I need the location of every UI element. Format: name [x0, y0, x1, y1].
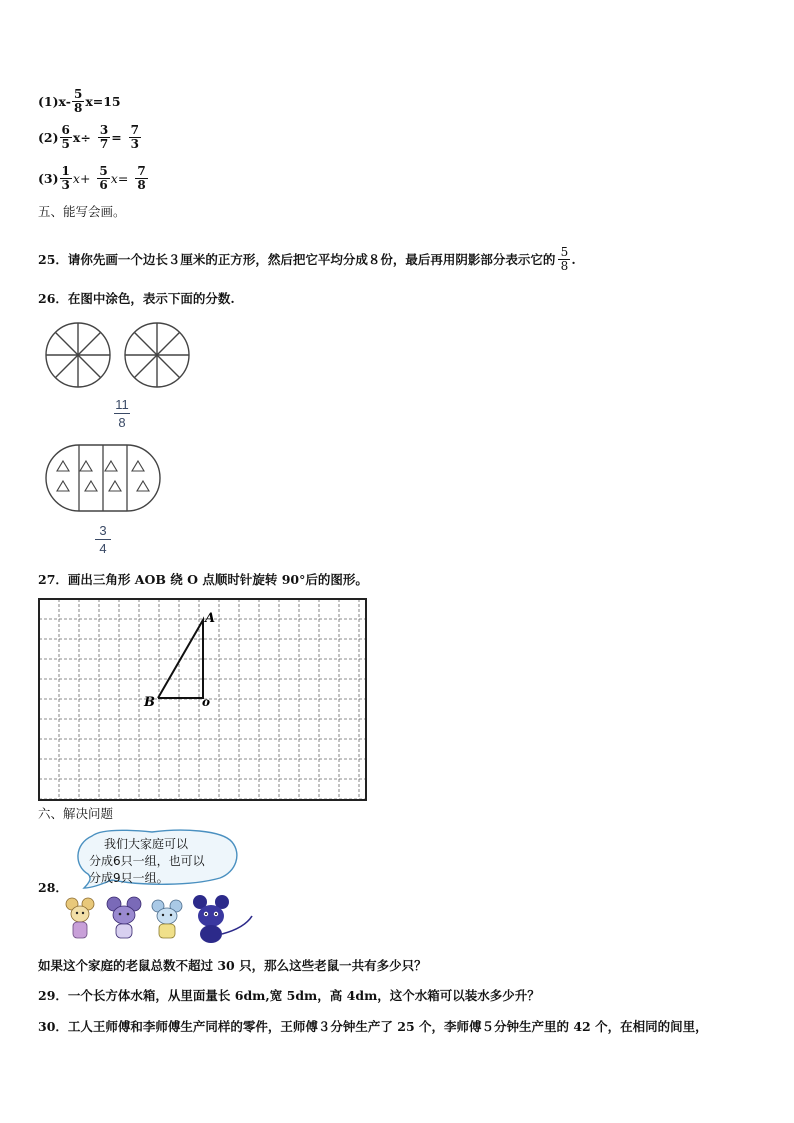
eq3-b-den: 6 — [99, 178, 108, 192]
circle-1 — [46, 323, 110, 387]
question-25 — [38, 246, 576, 273]
eq2-frac-b — [99, 124, 109, 151]
mice-illustration — [62, 894, 258, 946]
eq2-mid: x÷ — [72, 130, 91, 145]
mouse-icon — [152, 900, 182, 938]
eq3-b-num: 5 — [99, 164, 108, 178]
eq1-fraction — [73, 88, 83, 115]
frac1-num: 11 — [115, 397, 129, 412]
q25-fraction — [559, 246, 569, 273]
q25-den: 8 — [560, 259, 569, 273]
frac1-den: 8 — [118, 415, 126, 430]
eq3-x2: x= — [110, 171, 129, 186]
q25-end: . — [571, 251, 576, 267]
frac2-den: 4 — [99, 541, 107, 556]
mouse-icon — [66, 898, 94, 938]
eq2-b-num: 3 — [99, 123, 109, 137]
question-27: 27．画出三角形 AOB 绕 O 点顺时针旋转 90°后的图形。 — [38, 572, 368, 587]
eq1-num: 5 — [73, 87, 83, 101]
eq3-a-den: 3 — [61, 178, 70, 192]
eq2-prefix: (2) — [38, 130, 59, 145]
eq3-frac-a — [61, 165, 71, 192]
grid-figure — [38, 598, 369, 803]
circles-figure — [40, 322, 200, 388]
eq1-den: 8 — [73, 101, 83, 115]
eq2-frac-c — [130, 124, 140, 151]
question-28-number: 28． — [38, 880, 68, 895]
circle-2 — [125, 323, 189, 387]
eq3-c-num: 7 — [137, 164, 146, 178]
eq3-prefix: (3) — [38, 171, 59, 186]
eq2-c-den: 3 — [130, 137, 140, 151]
question-30: 30．工人王师傅和李师傅生产同样的零件，王师傅３分钟生产了 25 个，李师傅５分钟生产里的 42 个，在相同的间里， — [38, 1019, 708, 1034]
eq1-prefix: (1)x- — [38, 94, 71, 109]
equation-2 — [38, 124, 142, 151]
stadium-triangles-figure — [44, 443, 162, 513]
eq3-frac-c — [136, 165, 146, 192]
equation-1 — [38, 88, 121, 115]
question-26: 26．在图中涂色，表示下面的分数. — [38, 291, 235, 306]
eq3-a-num: 1 — [61, 164, 70, 178]
section-6-title: 六、解决问题 — [38, 806, 114, 821]
eq3-frac-b — [98, 165, 108, 192]
q25-num: 5 — [560, 245, 569, 259]
mouse-icon — [193, 895, 252, 943]
eq1-suffix: x=15 — [85, 94, 121, 109]
eq2-equals: = — [111, 130, 122, 145]
mouse-icon — [107, 897, 141, 938]
bubble-line-3: 分成9只一组。 — [89, 871, 169, 885]
label-b: B — [144, 695, 155, 710]
eq2-c-num: 7 — [130, 123, 140, 137]
eq2-b-den: 7 — [99, 137, 109, 151]
section-5-title: 五、能写会画。 — [38, 204, 126, 219]
label-o: o — [202, 695, 211, 709]
q25-text: 25．请你先画一个边长３厘米的正方形，然后把它平均分成８份，最后再用阴影部分表示它的 — [38, 251, 556, 267]
question-29: 29．一个长方体水箱，从里面量长 6dm,宽 5dm，高 4dm，这个水箱可以装水多少升？ — [38, 988, 540, 1003]
question-28-text: 如果这个家庭的老鼠总数不超过 30 只，那么这些老鼠一共有多少只？ — [38, 958, 427, 973]
eq2-frac-a — [61, 124, 71, 151]
bubble-line-2: 分成6只一组，也可以 — [89, 854, 205, 868]
eq3-x1: x+ — [72, 171, 91, 186]
frac2-num: 3 — [99, 523, 107, 538]
equation-3 — [38, 165, 149, 192]
eq2-a-den: 5 — [61, 137, 70, 151]
eq3-c-den: 8 — [137, 178, 146, 192]
bubble-line-1: 我们大家庭可以 — [104, 837, 189, 851]
eq2-a-num: 6 — [61, 123, 70, 137]
fraction-3-4 — [95, 522, 111, 557]
label-a: A — [205, 611, 216, 626]
fraction-11-8 — [114, 396, 130, 431]
